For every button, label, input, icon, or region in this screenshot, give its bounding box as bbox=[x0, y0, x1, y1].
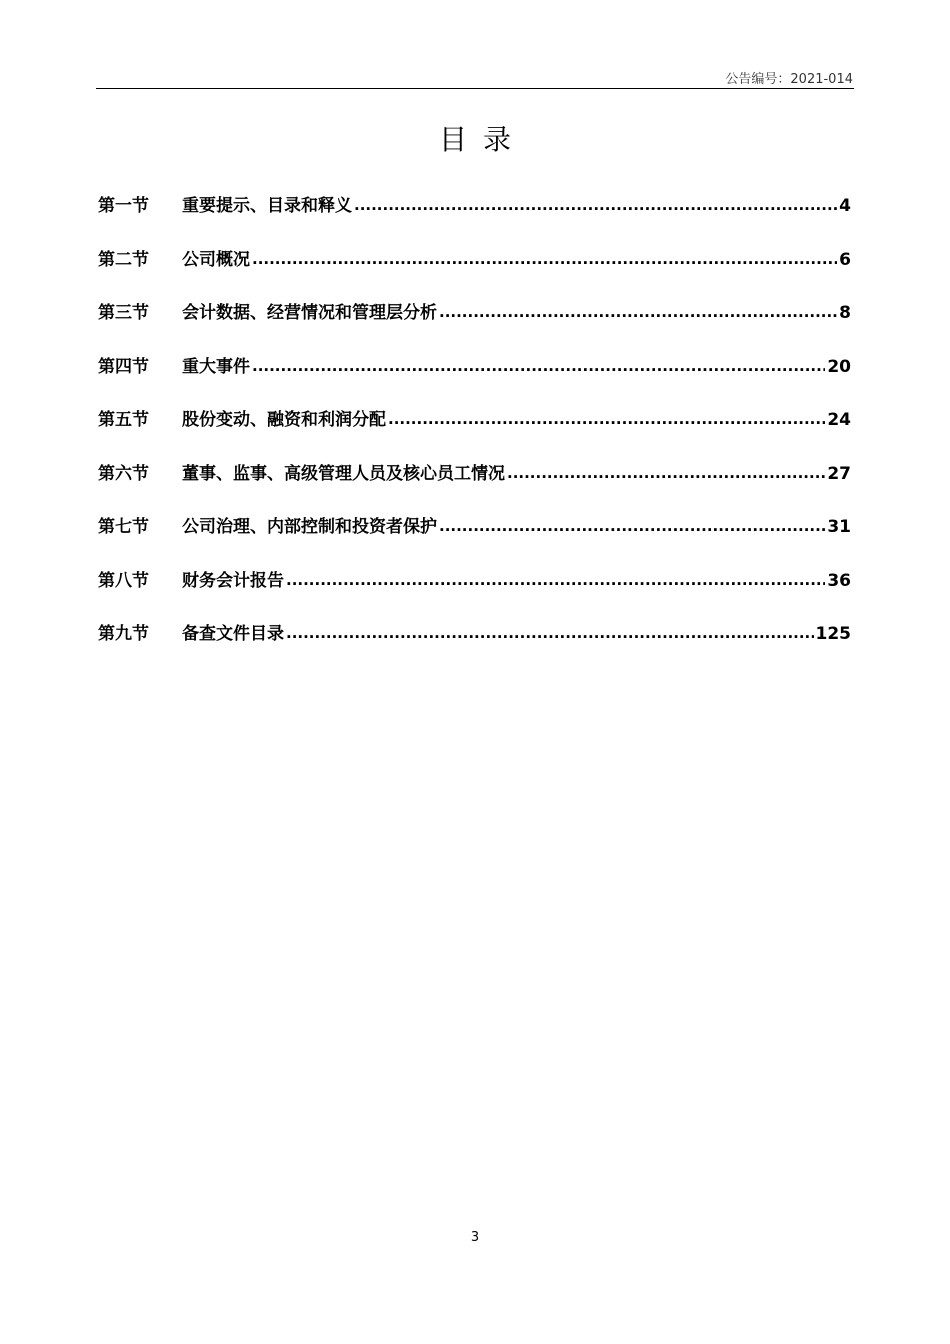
toc-section-label: 第九节 bbox=[98, 624, 149, 644]
toc-entry-title: 备查文件目录 bbox=[182, 624, 284, 644]
toc-entry-title: 公司治理、内部控制和投资者保护 bbox=[182, 517, 437, 537]
toc-section-label: 第五节 bbox=[98, 410, 149, 430]
toc-entry-title: 股份变动、融资和利润分配 bbox=[182, 410, 386, 430]
toc-dot-leader bbox=[354, 192, 837, 212]
toc-page-number: 36 bbox=[827, 570, 851, 591]
toc-page-number: 20 bbox=[827, 356, 851, 377]
toc-entry-title: 公司概况 bbox=[182, 249, 250, 270]
toc-dot-leader bbox=[388, 406, 825, 426]
toc-entry-4[interactable] bbox=[98, 354, 851, 408]
toc-section-label: 第三节 bbox=[98, 303, 149, 323]
toc-dot-leader bbox=[286, 567, 825, 587]
header-divider bbox=[96, 88, 854, 89]
toc-page-number: 8 bbox=[839, 303, 851, 323]
toc-entry-title: 重要提示、目录和释义 bbox=[182, 196, 352, 216]
toc-entry-title: 会计数据、经营情况和管理层分析 bbox=[182, 303, 437, 323]
toc-page-number: 24 bbox=[827, 410, 851, 430]
toc-dot-leader bbox=[439, 513, 825, 533]
toc-dot-leader bbox=[252, 246, 837, 266]
toc-entry-7[interactable] bbox=[98, 514, 851, 568]
toc-entry-title: 董事、监事、高级管理人员及核心员工情况 bbox=[182, 463, 505, 484]
toc-entry-title: 财务会计报告 bbox=[182, 570, 284, 591]
toc-section-label: 第四节 bbox=[98, 356, 149, 377]
toc-dot-leader bbox=[286, 620, 814, 640]
toc-entry-2[interactable] bbox=[98, 247, 851, 301]
toc-entry-6[interactable] bbox=[98, 461, 851, 515]
toc-entry-5[interactable] bbox=[98, 407, 851, 461]
toc-entry-8[interactable] bbox=[98, 568, 851, 622]
toc-entry-3[interactable] bbox=[98, 300, 851, 354]
table-of-contents bbox=[98, 193, 851, 675]
toc-page-number: 27 bbox=[827, 463, 851, 484]
announcement-code: 公告编号：2021-014 bbox=[725, 72, 853, 87]
toc-dot-leader bbox=[439, 299, 837, 319]
toc-section-label: 第二节 bbox=[98, 249, 149, 270]
page-number: 3 bbox=[470, 1230, 480, 1245]
toc-page-number: 4 bbox=[839, 196, 851, 216]
toc-page-number: 125 bbox=[815, 624, 851, 644]
toc-entry-9[interactable] bbox=[98, 621, 851, 675]
toc-section-label: 第六节 bbox=[98, 463, 149, 484]
toc-section-label: 第七节 bbox=[98, 517, 149, 537]
toc-section-label: 第八节 bbox=[98, 570, 149, 591]
toc-page-number: 6 bbox=[839, 249, 851, 270]
toc-section-label: 第一节 bbox=[98, 196, 149, 216]
toc-entry-title: 重大事件 bbox=[182, 356, 250, 377]
toc-page-number: 31 bbox=[827, 517, 851, 537]
toc-entry-1[interactable] bbox=[98, 193, 851, 247]
toc-dot-leader bbox=[252, 353, 825, 373]
toc-dot-leader bbox=[507, 460, 825, 480]
toc-title: 目录 bbox=[438, 123, 527, 156]
